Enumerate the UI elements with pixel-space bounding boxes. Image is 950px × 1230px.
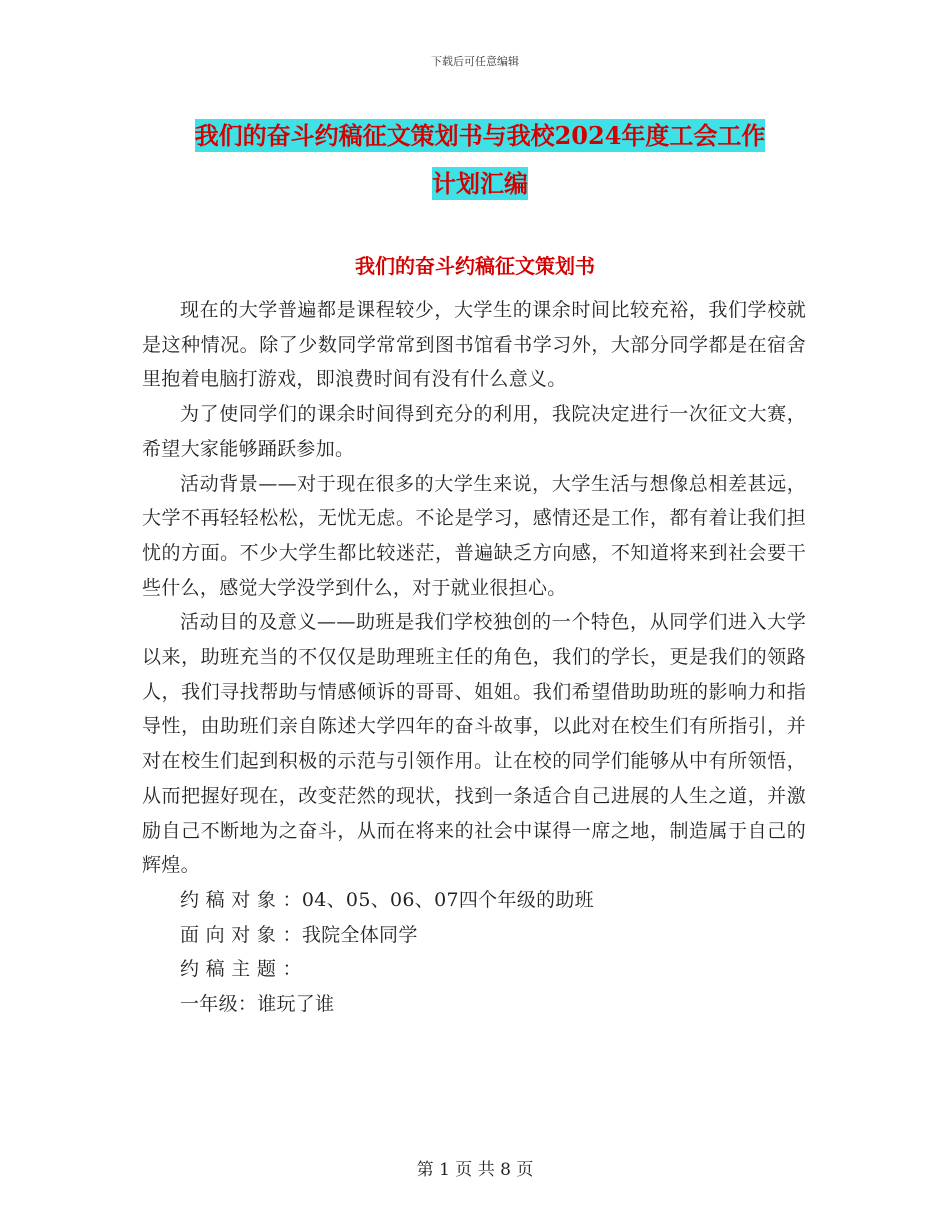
paragraph: 约 稿 主 题 ： bbox=[180, 958, 302, 981]
paragraph: 一年级：谁玩了谁 bbox=[180, 993, 335, 1016]
paragraph: 活动目的及意义——助班是我们学校独创的一个特色，从同学们进入大学以来，助班充当的不仅仅是助理班主任的角色，我们的学长，更是我们的领路人，我们寻找帮助与情感倾诉的哥哥、姐姐。我们希望借助助班的影响力和指导性，由助班们亲自陈述大学四年的奋斗故事，以此对在校生们有所指引，并对在校生们起到积极的示范与引领作用。让在校的同学们能够从中有所领悟，从而把握好现在，改变茫然的现状，找到一条适合自己进展的人生之道，并激励自己不断地为之奋斗，从而在将来的社会中谋得一席之地，制造属于自己的辉煌。 bbox=[142, 611, 806, 877]
page-footer: 第 1 页 共 8 页 bbox=[416, 1160, 534, 1180]
paragraph: 活动背景——对于现在很多的大学生来说，大学生活与想像总相差甚远，大学不再轻轻松松，无忧无虑。不论是学习，感情还是工作，都有着让我们担忧的方面。不少大学生都比较迷茫，普遍缺乏方向感，不知道将来到社会要干些什么，感觉大学没学到什么，对于就业很担心。 bbox=[142, 472, 806, 599]
header-note: 下载后可任意编辑 bbox=[431, 55, 519, 68]
paragraph: 约 稿 对 象 ：04、05、06、07四个年级的助班 bbox=[180, 888, 594, 911]
document-title bbox=[140, 112, 820, 208]
title-line-1: 我们的奋斗约稿征文策划书与我校2024年度工会工作 bbox=[194, 121, 766, 150]
title-line-2: 计划汇编 bbox=[432, 169, 528, 198]
paragraph: 为了使同学们的课余时间得到充分的利用，我院决定进行一次征文大赛，希望大家能够踊跃参加。 bbox=[142, 403, 806, 460]
paragraph: 现在的大学普遍都是课程较少，大学生的课余时间比较充裕，我们学校就是这种情况。除了少数同学常常到图书馆看书学习外，大部分同学都是在宿舍里抱着电脑打游戏，即浪费时间有没有什么意义。 bbox=[142, 299, 806, 391]
section-title: 我们的奋斗约稿征文策划书 bbox=[355, 254, 595, 278]
paragraph: 面 向 对 象 ：我院全体同学 bbox=[180, 923, 418, 946]
body-text bbox=[142, 293, 806, 1022]
